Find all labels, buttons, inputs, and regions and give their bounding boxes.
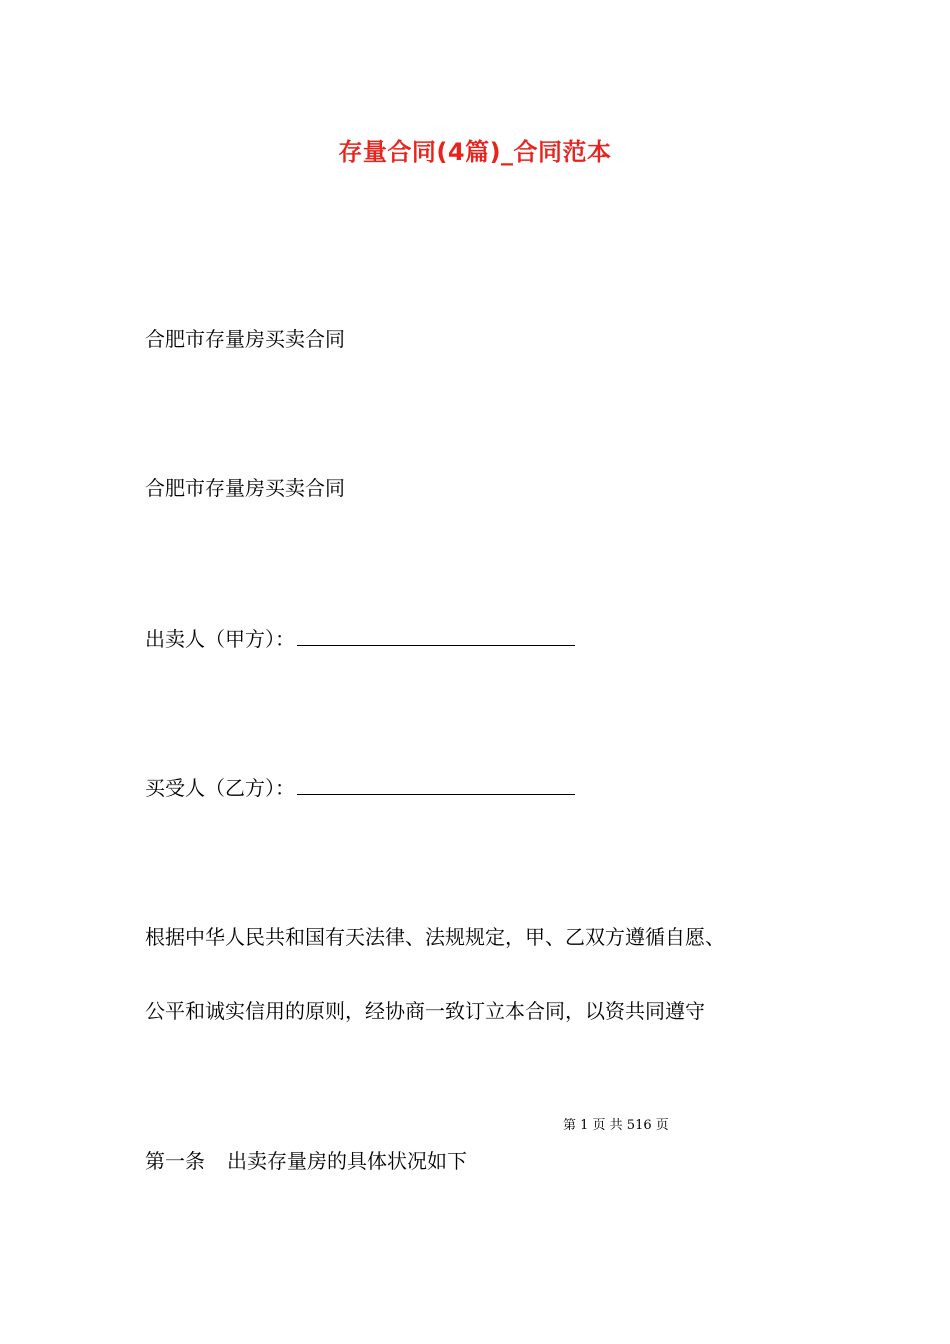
- document-title: 存量合同(4篇)_合同范本: [338, 138, 612, 166]
- article-1-heading: [145, 1146, 467, 1176]
- buyer-blank: [297, 772, 575, 795]
- buyer-label: 买受人（乙方）：: [145, 776, 295, 800]
- article-1-number: 第一条: [145, 1149, 205, 1173]
- seller-label: 出卖人（甲方）：: [145, 627, 295, 651]
- article-1-text: 出卖存量房的具体状况如下: [227, 1149, 467, 1173]
- contract-subheading: 合肥市存量房买卖合同: [145, 476, 345, 500]
- intro-paragraph-line-1: 根据中华人民共和国有天法律、法规规定，甲、乙双方遵循自愿、: [145, 925, 725, 949]
- intro-paragraph-line-2: 公平和诚实信用的原则，经协商一致订立本合同，以资共同遵守: [145, 999, 705, 1023]
- contract-heading: 合肥市存量房买卖合同: [145, 327, 345, 351]
- buyer-line: [145, 772, 575, 803]
- page-number-footer: 第 1 页 共 516 页: [563, 1118, 669, 1133]
- seller-line: [145, 623, 575, 654]
- seller-blank: [297, 623, 575, 646]
